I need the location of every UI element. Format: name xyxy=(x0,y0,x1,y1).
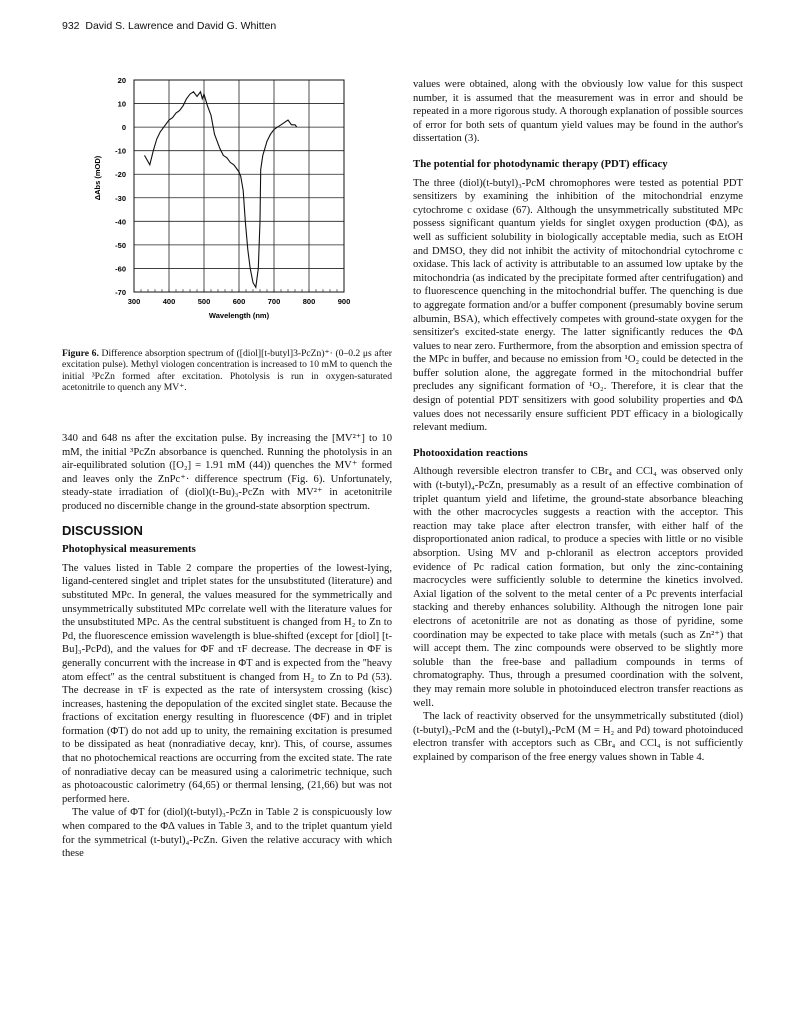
figure-label: Figure 6. xyxy=(62,348,99,359)
y-tick-label: -30 xyxy=(115,193,126,203)
right-paragraph-2: The three (diol)(t-butyl)₃-PcM chromophores were tested as potential PDT sensitizers by examining the inhibition of the mitochondrial enzyme cytochrome c oxidase (67). Although the unsymmetrically substituted MPc possess significant quantum yields for singlet oxygen production (ΦΔ), as well as sufficient solubility in biologically acceptable media, such as EtOH and DMSO, they did not inhibit the activity of mitochondrial cytochrome c oxidase. This lack of activity is attributable to an assumed low uptake by the mitochondria (as indicated by the precipitate formed after centrifugation) and to fluorescence quenching in the mitochondrial buffer. The quenching is due to aggregate formation and/or a buffer component (presumably bovine serum albumin, BSA), which effectively competes with ground-state oxygen for the sensitizer's excited-state energy. The latter significantly reduces the ΦΔ values to near zero. Furthermore, from the absorption and emission spectra of the MPc in buffer, and because no emission from ¹O₂ could be detected in the buffer solution alone, the aggregate formed in the mitochondrial buffer precludes any significant formation of ¹O₂. Therefore, it is clear that the design of potential PDT sensitizers with good solubility properties and ΦΔ values does not necessarily ensure sufficient PDT efficacy in a biologically relevant medium. xyxy=(413,177,743,434)
left-paragraph-3: The value of ΦT for (diol)(t-butyl)₃-PcZn in Table 2 is conspicuously low when compared to the ΦΔ values in Table 3, and to the triplet quantum yield for the symmetrical (t-butyl)₄-PcZn. Given the relative accuracy with which these xyxy=(62,807,392,860)
spectrum-chart xyxy=(62,70,362,332)
left-paragraph-2: The values listed in Table 2 compare the properties of the lowest-lying, ligand-centered singlet and triplet states for the unsubstituted (literature) and substituted MPc. In general, the values measured for the symmetrically and unsymmetrically substituted MPc correlate well with the literature values for the unsubstituted MPc. As the central substituent is changed from H₂ to Zn to Pd, the fluorescence emission wavelength is blue-shifted (except for [diol] [t-Bu]₃-PcPd), and the values for ΦF and τF decrease. The decrease in ΦF is generally concurrent with the increase in ΦT and is expected from the ''heavy atom effect'' as the central substituent is changed from H₂ to Zn to Pd (53). The decrease in τF is expected as the rate of intersystem crossing (kisc) increases, hastening the depopulation of the excited singlet state. Because the fractions of excitation energy resulting in fluorescence (ΦF) and in triplet formation (ΦT) do not add up to unity, the remaining excitation is presumed to be dissipated as heat (nonradiative decay, knr). This, of course, assumes that no photochemical reactions are occurring from the excited state. The rate of nonradiative decay can be measured using a calorimetric technique, such as photoacoustic calorimetry (64,65) or thermal lensing, (21,66) but was not performed here. xyxy=(62,562,392,805)
page-number: 932 xyxy=(62,20,80,32)
x-tick-label: 600 xyxy=(232,297,246,306)
y-tick-label: -10 xyxy=(115,146,126,156)
right-paragraph-3: Although reversible electron transfer to CBr₄ and CCl₄ was observed only with (t-butyl)₄-PcZn, presumably as a result of an effective combination of triplet quantum yield and lifetime, the ground-state absorbance bleaching with the other macrocycles suggests a reaction with the acceptor. This reaction may take place after electron transfer, with either half of the disproportionated anion radical, to produce a species with little or no visible absorption. Using MV and p-chloranil as electron acceptors provided evidence of Pc radical cation formation, but only the zinc-containing macrocycles were sufficiently soluble to determine the kinetics involved. Axial ligation of the solvent to the metal center of a Pc prevents interfacial stacking and thereby enhances solubility. Although the nitrogen lone pair electrons of acetonitrile are not as donating as those of pyridine, some coordination may be expected to take place with metals (such as Zn²⁺) that will accept them. The zinc compounds were observed to be slightly more soluble than the free-base and palladium compounds in terms of chromatography. Thus, through a presumed coordination with the solvent, they may remain more soluble in photoinduced electron transfer reactions as well. xyxy=(413,466,743,709)
y-tick-label: -60 xyxy=(115,264,126,274)
x-axis-label: Wavelength (nm) xyxy=(208,311,270,320)
y-tick-label: -20 xyxy=(115,170,126,180)
header-authors: David S. Lawrence and David G. Whitten xyxy=(85,20,277,32)
right-column xyxy=(413,78,743,765)
x-tick-label: 300 xyxy=(127,297,141,306)
y-axis-label: ΔAbs (mOD) xyxy=(93,155,102,201)
photooxidation-heading: Photooxidation reactions xyxy=(413,446,528,459)
figure-caption-text: Difference absorption spectrum of ([diol][t-butyl]3-PcZn)⁺· (0–0.2 μs after excitation pulse). Methyl viologen concentration is increased to 10 mM to quench the initial ³PcZn formed after excitation. Photolysis is run in oxygen-saturated acetonitrile to quench any MV⁺. xyxy=(62,348,392,394)
right-paragraph-4: The lack of reactivity observed for the unsymmetrically substituted (diol)(t-butyl)₃-PcM and the (t-butyl)₄-PcM (M = H₂ and Pd) toward photoinduced electron transfer with acceptors such as CBr₄ and CCl₄ is not sufficiently explained by comparison of the free energy values shown in Table 4. xyxy=(413,711,743,763)
y-tick-label: -70 xyxy=(115,288,126,297)
figure-caption xyxy=(62,348,392,394)
y-tick-label: -50 xyxy=(115,240,126,250)
discussion-heading: DISCUSSION xyxy=(62,522,143,538)
y-tick-label: 10 xyxy=(117,99,126,109)
x-tick-label: 400 xyxy=(162,297,176,306)
x-tick-label: 500 xyxy=(197,297,211,306)
y-tick-label: 20 xyxy=(117,76,126,85)
right-paragraph-1: values were obtained, along with the obviously low value for this suspect number, it is assumed that the measurement was in error and should be repeated in a more rigorous study. A thorough explanation of possible sources of error for both sets of quantum yield values may be found in the author's dissertation (3). xyxy=(413,79,743,145)
y-tick-label: -40 xyxy=(115,217,126,227)
photophysical-heading: Photophysical measurements xyxy=(62,543,196,556)
x-tick-label: 700 xyxy=(267,297,281,306)
pdt-heading: The potential for photodynamic therapy (PDT) efficacy xyxy=(413,157,668,170)
x-tick-label: 900 xyxy=(337,297,351,306)
left-column xyxy=(62,432,392,861)
running-header xyxy=(62,20,276,32)
x-tick-label: 800 xyxy=(302,297,316,306)
left-paragraph-1: 340 and 648 ns after the excitation pulse. By increasing the [MV²⁺] to 10 mM, the initial ³PcZn absorbance is quenched. Running the photolysis in an air-equilibrated solution ([O₂] = 1.91 mM (44)) quenches the MV⁺ formed and leaves only the ZnPc⁺· difference spectrum (Fig. 6). Unfortunately, steady-state irradiation of (diol)(t-Bu)₃-PcZn with MV²⁺ in acetonitrile produced no discernible change in the ground-state absorption spectrum. xyxy=(62,433,392,512)
y-tick-label: 0 xyxy=(121,123,126,133)
